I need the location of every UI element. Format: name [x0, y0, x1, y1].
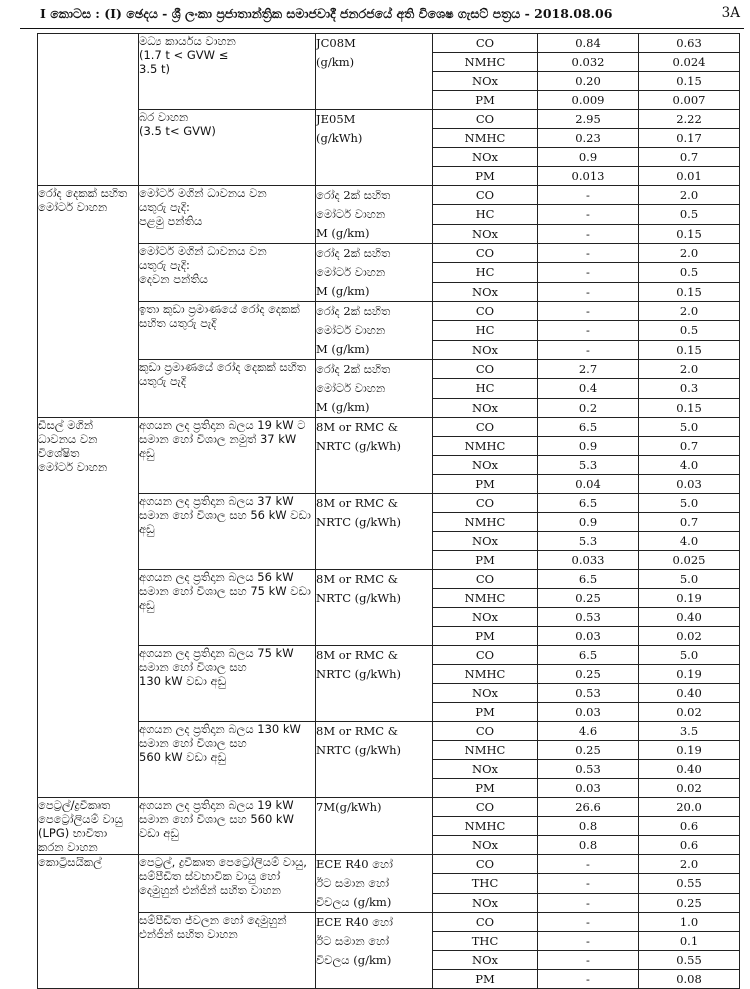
limit-value-a-cell: 0.25 — [538, 665, 639, 684]
limit-value-a-cell: 0.4 — [538, 379, 639, 398]
limit-value-a-cell: - — [538, 855, 639, 874]
limit-value-a-cell: 0.2 — [538, 398, 639, 417]
vehicle-description-cell: අගයන ලද ප්‍රතිදාන බලය 37 kW සමාන හෝ විශාල සහ 56 kW වඩා අඩු — [139, 494, 316, 570]
limit-value-a-cell: 6.5 — [538, 570, 639, 589]
limit-value-b-cell: 0.6 — [639, 817, 740, 836]
page-number: 3A — [721, 5, 740, 21]
limit-value-b-cell: 0.6 — [639, 836, 740, 855]
vehicle-description-cell: මෝටර් මගින් ධාවනය වන යතුරු පැදි: දෙවන පන්තිය — [139, 244, 316, 302]
pollutant-cell: CO — [433, 570, 538, 589]
emission-table-body — [38, 34, 740, 989]
limit-value-b-cell: 4.0 — [639, 456, 740, 475]
vehicle-description-cell: අගයන ලද ප්‍රතිදාන බලය 56 kW සමාන හෝ විශාල සහ 75 kW වඩා අඩු — [139, 570, 316, 646]
limit-value-b-cell: 1.0 — [639, 913, 740, 932]
limit-value-b-cell: 2.22 — [639, 110, 740, 129]
limit-value-a-cell: - — [538, 970, 639, 989]
limit-value-a-cell: - — [538, 263, 639, 282]
test-cycle-cell: රෝද 2ක් සහිත මෝටර් වාහන M (g/km) — [316, 244, 433, 302]
limit-value-b-cell: 5.0 — [639, 494, 740, 513]
limit-value-b-cell: 4.0 — [639, 532, 740, 551]
emission-standards-table — [37, 33, 740, 989]
limit-value-a-cell: 0.03 — [538, 779, 639, 798]
vehicle-description-cell: සම්පීඩිත ජ්වලන හෝ දෙමුහුන් එන්ජින් සහිත වාහන — [139, 913, 316, 989]
table-row — [38, 913, 740, 932]
pollutant-cell: PM — [433, 167, 538, 186]
limit-value-a-cell: 0.03 — [538, 627, 639, 646]
limit-value-b-cell: 0.19 — [639, 741, 740, 760]
pollutant-cell: NOx — [433, 608, 538, 627]
vehicle-description-cell: ඉතා කුඩා ප්‍රමාණයේ රෝද දෙකක් සහිත යතුරු පැදි — [139, 302, 316, 360]
pollutant-cell: NOx — [433, 224, 538, 243]
test-cycle-cell: ECE R40 හෝ ඊට සමාන හෝ විචලය (g/km) — [316, 855, 433, 913]
pollutant-cell: NMHC — [433, 437, 538, 456]
pollutant-cell: HC — [433, 263, 538, 282]
pollutant-cell: NOx — [433, 684, 538, 703]
pollutant-cell: NOx — [433, 72, 538, 91]
table-row — [38, 722, 740, 741]
limit-value-b-cell: 0.5 — [639, 205, 740, 224]
limit-value-a-cell: 0.9 — [538, 437, 639, 456]
pollutant-cell: CO — [433, 110, 538, 129]
pollutant-cell: NMHC — [433, 817, 538, 836]
vehicle-description-cell: අගයන ලද ප්‍රතිදාන බලය 19 kW ට සමාන හෝ විශාල නමුත් 37 kW අඩු — [139, 418, 316, 494]
pollutant-cell: NMHC — [433, 741, 538, 760]
test-cycle-cell: JC08M (g/km) — [316, 34, 433, 110]
limit-value-b-cell: 0.02 — [639, 779, 740, 798]
limit-value-a-cell: 0.013 — [538, 167, 639, 186]
limit-value-a-cell: 6.5 — [538, 418, 639, 437]
pollutant-cell: HC — [433, 205, 538, 224]
vehicle-description-cell: මධ්‍ය කාර්යය වාහන (1.7 t < GVW ≤ 3.5 t) — [139, 34, 316, 110]
vehicle-description-cell: අගයන ලද ප්‍රතිදාන බලය 130 kW සමාන හෝ විශාල සහ 560 kW වඩා අඩු — [139, 722, 316, 798]
table-row — [38, 244, 740, 263]
limit-value-a-cell: - — [538, 282, 639, 301]
limit-value-a-cell: - — [538, 932, 639, 951]
pollutant-cell: CO — [433, 722, 538, 741]
vehicle-category-cell: ඩීසල් මගින් ධාවනය වන විශේෂිත මෝටර් වාහන — [38, 418, 139, 798]
limit-value-b-cell: 0.25 — [639, 893, 740, 912]
pollutant-cell: CO — [433, 855, 538, 874]
table-row — [38, 186, 740, 205]
limit-value-b-cell: 0.40 — [639, 760, 740, 779]
pollutant-cell: CO — [433, 494, 538, 513]
limit-value-a-cell: 0.8 — [538, 836, 639, 855]
limit-value-a-cell: 0.53 — [538, 760, 639, 779]
test-cycle-cell: රෝද 2ක් සහිත මෝටර් වාහන M (g/km) — [316, 360, 433, 418]
pollutant-cell: THC — [433, 874, 538, 893]
test-cycle-cell: 8M or RMC & NRTC (g/kWh) — [316, 418, 433, 494]
limit-value-b-cell: 5.0 — [639, 646, 740, 665]
limit-value-b-cell: 0.7 — [639, 148, 740, 167]
limit-value-b-cell: 0.025 — [639, 551, 740, 570]
pollutant-cell: PM — [433, 970, 538, 989]
limit-value-b-cell: 2.0 — [639, 302, 740, 321]
limit-value-b-cell: 0.17 — [639, 129, 740, 148]
limit-value-a-cell: 0.53 — [538, 684, 639, 703]
limit-value-b-cell: 0.03 — [639, 475, 740, 494]
limit-value-a-cell: 0.20 — [538, 72, 639, 91]
limit-value-b-cell: 2.0 — [639, 244, 740, 263]
limit-value-a-cell: - — [538, 951, 639, 970]
limit-value-a-cell: 0.25 — [538, 741, 639, 760]
pollutant-cell: NMHC — [433, 513, 538, 532]
pollutant-cell: PM — [433, 91, 538, 110]
vehicle-description-cell: පෙට්‍රල්, ද්‍රවීකෘත පෙට්‍රෝලියම් වායු, සම්පීඩිත ස්වභාවික වායු හෝ දෙමුහුන් එන්ජින් සහිත වාහන — [139, 855, 316, 913]
pollutant-cell: HC — [433, 379, 538, 398]
pollutant-cell: NOx — [433, 951, 538, 970]
limit-value-b-cell: 2.0 — [639, 360, 740, 379]
limit-value-a-cell: 0.032 — [538, 53, 639, 72]
test-cycle-cell: JE05M (g/kWh) — [316, 110, 433, 186]
pollutant-cell: NOx — [433, 148, 538, 167]
pollutant-cell: CO — [433, 646, 538, 665]
pollutant-cell: PM — [433, 703, 538, 722]
vehicle-description-cell: කුඩා ප්‍රමාණයේ රෝද දෙකක් සහිත යතුරු පැදි — [139, 360, 316, 418]
limit-value-b-cell: 0.19 — [639, 665, 740, 684]
pollutant-cell: CO — [433, 34, 538, 53]
limit-value-a-cell: 0.9 — [538, 513, 639, 532]
limit-value-b-cell: 0.7 — [639, 513, 740, 532]
limit-value-a-cell: - — [538, 913, 639, 932]
limit-value-b-cell: 20.0 — [639, 798, 740, 817]
table-row — [38, 302, 740, 321]
limit-value-a-cell: 0.009 — [538, 91, 639, 110]
pollutant-cell: CO — [433, 798, 538, 817]
limit-value-a-cell: 0.53 — [538, 608, 639, 627]
pollutant-cell: PM — [433, 779, 538, 798]
pollutant-cell: NMHC — [433, 665, 538, 684]
header-rule — [20, 28, 744, 29]
vehicle-category-cell: රෝද දෙකක් සහිත මෝටර් වාහන — [38, 186, 139, 418]
pollutant-cell: NMHC — [433, 129, 538, 148]
pollutant-cell: CO — [433, 360, 538, 379]
limit-value-a-cell: - — [538, 244, 639, 263]
limit-value-a-cell: - — [538, 205, 639, 224]
limit-value-b-cell: 0.15 — [639, 340, 740, 359]
limit-value-a-cell: 0.25 — [538, 589, 639, 608]
limit-value-b-cell: 0.55 — [639, 951, 740, 970]
pollutant-cell: NOx — [433, 836, 538, 855]
limit-value-b-cell: 0.02 — [639, 703, 740, 722]
limit-value-a-cell: - — [538, 874, 639, 893]
pollutant-cell: THC — [433, 932, 538, 951]
vehicle-category-cell: පෙට්‍රල්/ද්‍රවීකෘත පෙට්‍රෝලියම් වායු (LPG) භාවිතා කරන වාහන — [38, 798, 139, 855]
limit-value-a-cell: - — [538, 224, 639, 243]
pollutant-cell: CO — [433, 244, 538, 263]
limit-value-a-cell: - — [538, 340, 639, 359]
pollutant-cell: NOx — [433, 893, 538, 912]
vehicle-category-cell — [38, 34, 139, 186]
pollutant-cell: CO — [433, 913, 538, 932]
limit-value-a-cell: - — [538, 186, 639, 205]
limit-value-b-cell: 0.55 — [639, 874, 740, 893]
limit-value-b-cell: 2.0 — [639, 855, 740, 874]
limit-value-b-cell: 0.08 — [639, 970, 740, 989]
limit-value-b-cell: 0.5 — [639, 321, 740, 340]
table-row — [38, 646, 740, 665]
limit-value-a-cell: 0.84 — [538, 34, 639, 53]
gazette-title: I කොටස : (I) ඡෙදය - ශ්‍රී ලංකා ප්‍රජාතාන්ත්‍රික සමාජවාදී ජනරජයේ අති විශෙෂ ගැසට් පත්‍රය - 2018.08.06 — [40, 6, 613, 21]
test-cycle-cell: 8M or RMC & NRTC (g/kWh) — [316, 570, 433, 646]
limit-value-a-cell: - — [538, 893, 639, 912]
test-cycle-cell: 8M or RMC & NRTC (g/kWh) — [316, 494, 433, 570]
limit-value-b-cell: 0.15 — [639, 398, 740, 417]
vehicle-description-cell: අගයන ලද ප්‍රතිදාන බලය 75 kW සමාන හෝ විශාල සහ 130 kW වඩා අඩු — [139, 646, 316, 722]
test-cycle-cell: ECE R40 හෝ ඊට සමාන හෝ විචලය (g/km) — [316, 913, 433, 989]
limit-value-a-cell: 26.6 — [538, 798, 639, 817]
pollutant-cell: NOx — [433, 282, 538, 301]
pollutant-cell: NOx — [433, 340, 538, 359]
test-cycle-cell: 8M or RMC & NRTC (g/kWh) — [316, 646, 433, 722]
vehicle-description-cell: මෝටර් මගින් ධාවනය වන යතුරු පැදි: පළමු පන්තිය — [139, 186, 316, 244]
limit-value-a-cell: 6.5 — [538, 646, 639, 665]
table-row — [38, 798, 740, 817]
test-cycle-cell: රෝද 2ක් සහිත මෝටර් වාහන M (g/km) — [316, 302, 433, 360]
vehicle-description-cell: බර වාහන (3.5 t< GVW) — [139, 110, 316, 186]
limit-value-a-cell: 0.23 — [538, 129, 639, 148]
pollutant-cell: PM — [433, 475, 538, 494]
limit-value-a-cell: 5.3 — [538, 456, 639, 475]
limit-value-a-cell: 0.03 — [538, 703, 639, 722]
pollutant-cell: PM — [433, 551, 538, 570]
page-header — [0, 0, 750, 30]
pollutant-cell: NOx — [433, 760, 538, 779]
limit-value-b-cell: 0.1 — [639, 932, 740, 951]
test-cycle-cell: රෝද 2ක් සහිත මෝටර් වාහන M (g/km) — [316, 186, 433, 244]
limit-value-a-cell: 2.7 — [538, 360, 639, 379]
limit-value-a-cell: - — [538, 302, 639, 321]
table-row — [38, 418, 740, 437]
pollutant-cell: NOx — [433, 532, 538, 551]
pollutant-cell: CO — [433, 186, 538, 205]
limit-value-b-cell: 5.0 — [639, 570, 740, 589]
pollutant-cell: NOx — [433, 398, 538, 417]
table-row — [38, 494, 740, 513]
table-row — [38, 34, 740, 53]
pollutant-cell: NMHC — [433, 53, 538, 72]
limit-value-a-cell: 0.04 — [538, 475, 639, 494]
limit-value-b-cell: 0.02 — [639, 627, 740, 646]
table-row — [38, 360, 740, 379]
pollutant-cell: NMHC — [433, 589, 538, 608]
limit-value-a-cell: 0.9 — [538, 148, 639, 167]
limit-value-b-cell: 0.024 — [639, 53, 740, 72]
limit-value-a-cell: 6.5 — [538, 494, 639, 513]
limit-value-b-cell: 3.5 — [639, 722, 740, 741]
table-row — [38, 855, 740, 874]
pollutant-cell: PM — [433, 627, 538, 646]
limit-value-a-cell: 5.3 — [538, 532, 639, 551]
limit-value-b-cell: 0.40 — [639, 684, 740, 703]
limit-value-b-cell: 0.15 — [639, 224, 740, 243]
limit-value-a-cell: 2.95 — [538, 110, 639, 129]
test-cycle-cell: 8M or RMC & NRTC (g/kWh) — [316, 722, 433, 798]
test-cycle-cell: 7M(g/kWh) — [316, 798, 433, 855]
pollutant-cell: CO — [433, 418, 538, 437]
table-row — [38, 110, 740, 129]
limit-value-b-cell: 0.01 — [639, 167, 740, 186]
limit-value-a-cell: 4.6 — [538, 722, 639, 741]
vehicle-description-cell: අගයන ලද ප්‍රතිදාන බලය 19 kW සමාන හෝ විශාල සහ 560 kW වඩා අඩු — [139, 798, 316, 855]
limit-value-a-cell: 0.033 — [538, 551, 639, 570]
limit-value-b-cell: 0.007 — [639, 91, 740, 110]
limit-value-b-cell: 2.0 — [639, 186, 740, 205]
pollutant-cell: CO — [433, 302, 538, 321]
table-row — [38, 570, 740, 589]
limit-value-b-cell: 0.5 — [639, 263, 740, 282]
limit-value-b-cell: 5.0 — [639, 418, 740, 437]
limit-value-b-cell: 0.40 — [639, 608, 740, 627]
limit-value-b-cell: 0.63 — [639, 34, 740, 53]
limit-value-b-cell: 0.15 — [639, 72, 740, 91]
limit-value-b-cell: 0.3 — [639, 379, 740, 398]
pollutant-cell: HC — [433, 321, 538, 340]
vehicle-category-cell: කොට්‍රිසයිකල් — [38, 855, 139, 989]
limit-value-b-cell: 0.19 — [639, 589, 740, 608]
limit-value-a-cell: 0.8 — [538, 817, 639, 836]
limit-value-b-cell: 0.7 — [639, 437, 740, 456]
limit-value-b-cell: 0.15 — [639, 282, 740, 301]
limit-value-a-cell: - — [538, 321, 639, 340]
pollutant-cell: NOx — [433, 456, 538, 475]
